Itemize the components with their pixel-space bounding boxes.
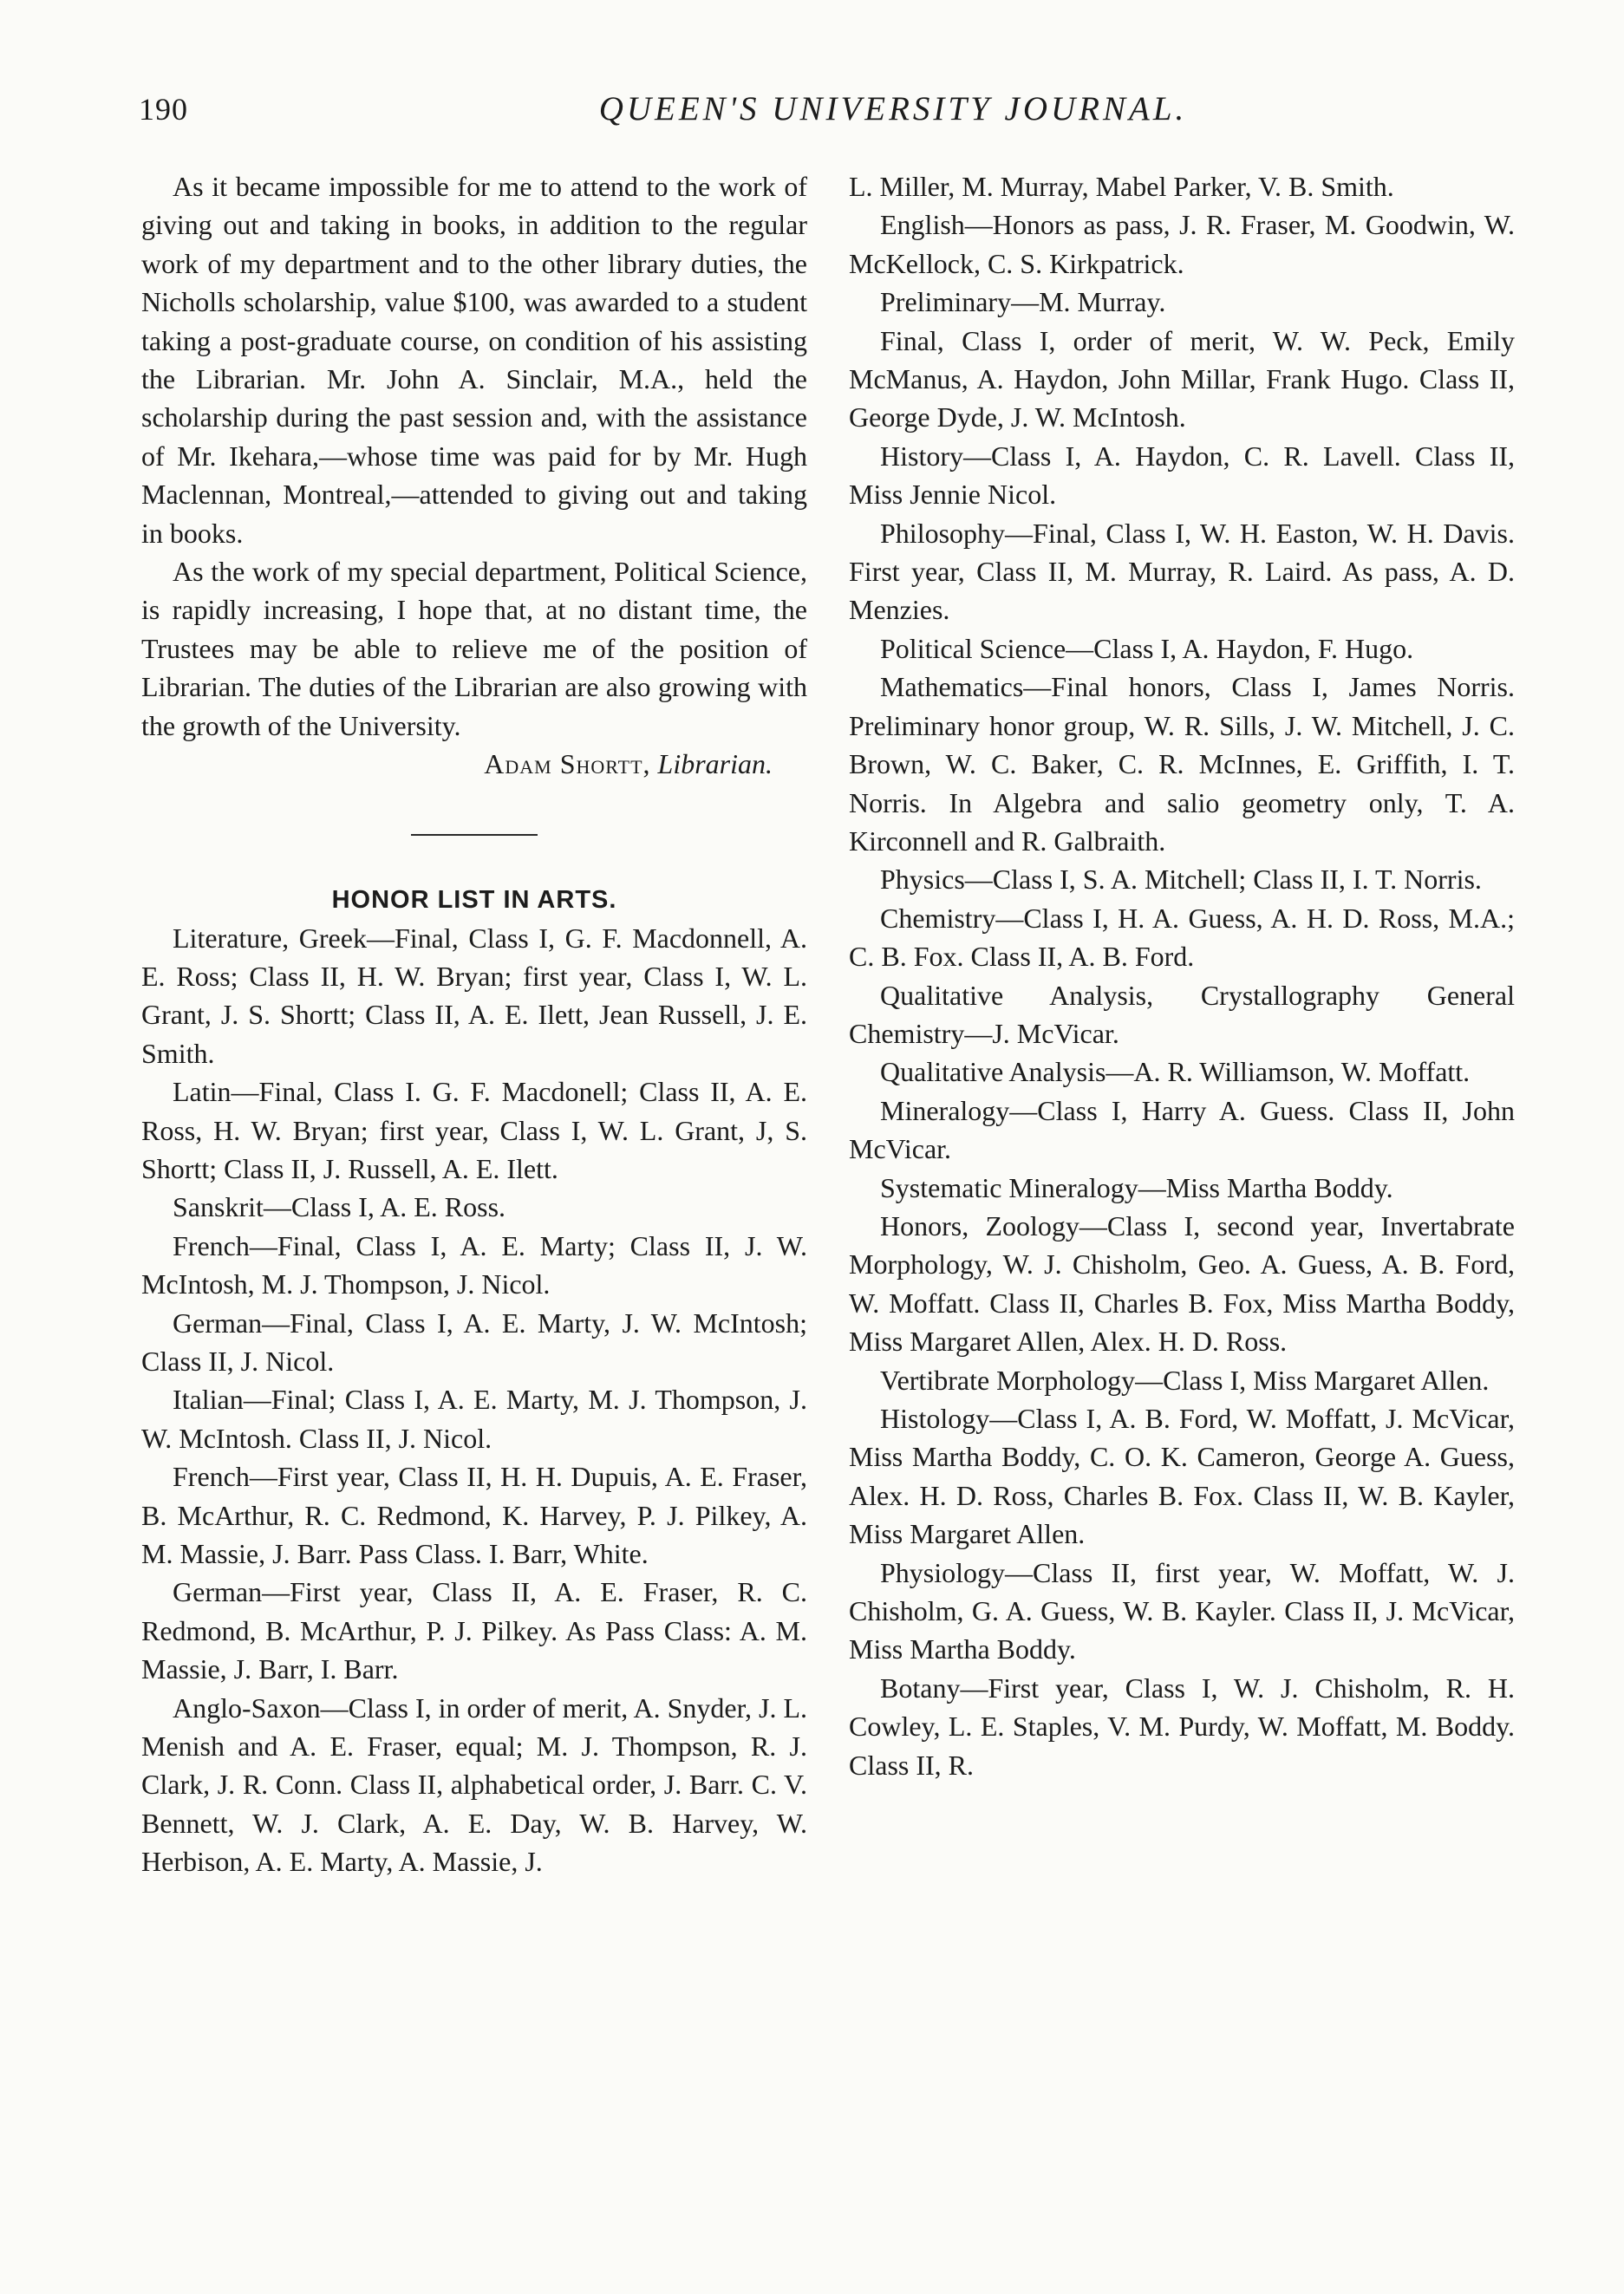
- report-signature: [141, 745, 807, 783]
- honor-entry: Botany—First year, Class I, W. J. Chisholm, R. H. Cowley, L. E. Staples, V. M. Purdy, W. Moffatt, M. Boddy. Class II, R.: [849, 1672, 1515, 1781]
- honor-entry: Mathematics—Final honors, Class I, James Norris. Preliminary honor group, W. R. Sills, J. W. Mitchell, J. C. Brown, W. C. Baker, C. R. McInnes, E. Griffith, I. T. Norris. In Algebra and salio geometry only, T. A. Kirconnell and R. Galbraith.: [849, 671, 1515, 857]
- honor-entry: Honors, Zoology—Class I, second year, Invertabrate Morphology, W. J. Chisholm, Geo. A. Guess, A. B. Ford, W. Moffatt. Class II, Charles B. Fox, Miss Martha Boddy, Miss Margaret Allen, Alex. H. D. Ross.: [849, 1209, 1515, 1358]
- honor-entry: Final, Class I, order of merit, W. W. Peck, Emily McManus, A. Haydon, John Millar, Frank Hugo. Class II, George Dyde, J. W. McIntosh.: [849, 324, 1515, 433]
- honor-entry: Chemistry—Class I, H. A. Guess, A. H. D. Ross, M.A.; C. B. Fox. Class II, A. B. Ford.: [849, 902, 1515, 973]
- honor-entry: History—Class I, A. Haydon, C. R. Lavell. Class II, Miss Jennie Nicol.: [849, 440, 1515, 511]
- honor-entry: Literature, Greek—Final, Class I, G. F. Macdonnell, A. E. Ross; Class II, H. W. Bryan; first year, Class I, W. L. Grant, J. S. Shortt; Class II, A. E. Ilett, Jean Russell, J. E. Smith.: [141, 922, 807, 1069]
- librarian-report-paragraph: As the work of my special department, Political Science, is rapidly increasing, I hope that, at no distant time, the Trustees may be able to relieve me of the position of Librarian. The duties of the Librarian are also growing with the growth of the University.: [141, 556, 807, 741]
- journal-title: QUEEN'S UNIVERSITY JOURNAL.: [598, 90, 1188, 127]
- section-divider: [411, 834, 538, 836]
- honor-entry: Mineralogy—Class I, Harry A. Guess. Class II, John McVicar.: [849, 1094, 1515, 1165]
- honor-entry: Philosophy—Final, Class I, W. H. Easton, W. H. Davis. First year, Class II, M. Murray, R. Laird. As pass, A. D. Menzies.: [849, 517, 1515, 626]
- librarian-report-paragraph: As it became impossible for me to attend to the work of giving out and taking in books, in addition to the regular work of my department and to the other library duties, the Nicholls scholarship, value $100, was awarded to a student taking a post-graduate course, on condition of his assisting the Librarian. Mr. John A. Sinclair, M.A., held the scholarship during the past session and, with the assistance of Mr. Ikehara,—whose time was paid for by Mr. Hugh Maclennan, Montreal,—attended to giving out and taking in books.: [141, 171, 807, 549]
- honor-entry: Italian—Final; Class I, A. E. Marty, M. J. Thompson, J. W. McIntosh. Class II, J. Nicol.: [141, 1384, 807, 1454]
- honor-entry: German—Final, Class I, A. E. Marty, J. W. McIntosh; Class II, J. Nicol.: [141, 1307, 807, 1377]
- honor-entry: English—Honors as pass, J. R. Fraser, M. Goodwin, W. McKellock, C. S. Kirkpatrick.: [849, 209, 1515, 279]
- honor-entry: Physiology—Class II, first year, W. Moffatt, W. J. Chisholm, G. A. Guess, W. B. Kayler. Class II, J. McVicar, Miss Martha Boddy.: [849, 1556, 1515, 1665]
- signature-title: Librarian.: [657, 748, 773, 780]
- honor-entry: German—First year, Class II, A. E. Fraser, R. C. Redmond, B. McArthur, P. J. Pilkey. As Pass Class: A. M. Massie, J. Barr, I. Barr.: [141, 1576, 807, 1685]
- honor-entry: Histology—Class I, A. B. Ford, W. Moffatt, J. McVicar, Miss Martha Boddy, C. O. K. Cameron, George A. Guess, Alex. H. D. Ross, Charles B. Fox. Class II, W. B. Kayler, Miss Margaret Allen.: [849, 1403, 1515, 1550]
- right-column: [849, 167, 1515, 1784]
- honor-entry: Latin—Final, Class I. G. F. Macdonell; Class II, A. E. Ross, H. W. Bryan; first year, Class I, W. L. Grant, J, S. Shortt; Class II, J. Russell, A. E. Ilett.: [141, 1076, 807, 1184]
- honor-entry: Anglo-Saxon—Class I, in order of merit, A. Snyder, J. L. Menish and A. E. Fraser, equal; M. J. Thompson, R. J. Clark, J. R. Conn. Class II, alphabetical order, J. Barr. C. V. Bennett, W. J. Clark, A. E. Day, W. B. Harvey, W. Herbison, A. E. Marty, A. Massie, J.: [141, 1691, 807, 1878]
- honor-entry: Qualitative Analysis, Crystallography General Chemistry—J. McVicar.: [849, 979, 1515, 1049]
- honor-entry-continuation: L. Miller, M. Murray, Mabel Parker, V. B. Smith.: [849, 171, 1394, 202]
- honor-entry: Systematic Mineralogy—Miss Martha Boddy.: [880, 1171, 1393, 1203]
- honor-entry: French—Final, Class I, A. E. Marty; Class II, J. W. McIntosh, M. J. Thompson, J. Nicol.: [141, 1229, 807, 1300]
- honor-entry: Vertibrate Morphology—Class I, Miss Margaret Allen.: [880, 1364, 1490, 1396]
- running-head: [139, 87, 1526, 139]
- honor-entry: French—First year, Class II, H. H. Dupuis, A. E. Fraser, B. McArthur, R. C. Redmond, K. Harvey, P. J. Pilkey, A. M. Massie, J. Barr. Pass Class. I. Barr, White.: [141, 1461, 807, 1569]
- section-heading: HONOR LIST IN ARTS.: [331, 885, 617, 914]
- honor-entry: Sanskrit—Class I, A. E. Ross.: [173, 1191, 506, 1223]
- honor-entry: Physics—Class I, S. A. Mitchell; Class II, I. T. Norris.: [880, 864, 1482, 896]
- honor-entry: Qualitative Analysis—A. R. Williamson, W. Moffatt.: [880, 1056, 1471, 1088]
- honor-entry: Political Science—Class I, A. Haydon, F. Hugo.: [880, 632, 1414, 664]
- page-number: 190: [139, 92, 188, 127]
- honor-entry: Preliminary—M. Murray.: [880, 286, 1166, 318]
- signature-name: Adam Shortt,: [484, 748, 651, 780]
- left-column: [141, 167, 807, 1881]
